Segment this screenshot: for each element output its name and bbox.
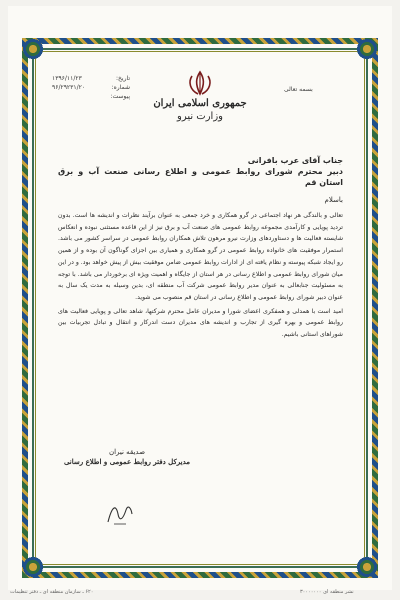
bismillah: بسمه تعالی	[284, 86, 313, 93]
footer-left-note: ۶۲۰ ـ سازمان منطقه ای ـ دفتر تنظیمات	[10, 589, 94, 595]
iran-emblem-icon	[186, 70, 214, 96]
number-label: شماره:	[111, 84, 130, 91]
footer-right-note: نشر منطقه ای ۳۰۰۰۰۰۰۰	[300, 589, 354, 595]
date-label: تاریخ:	[116, 75, 130, 82]
body-paragraph: امید است با همدلی و همفکری اعضای شورا و مدیران عامل محترم شرکتها، شاهد تعالی و پویایی فعالیت های روابط عمومی و بهره گیری از تجارب و اندیشه های مدیران دست اندرکار و انتقال و تبادل تجربیات بین شوراهای استانی باشیم.	[58, 307, 343, 339]
date-row	[52, 74, 130, 83]
salutation: باسلام	[324, 196, 343, 204]
number-value: ۹۶/۲۹۲۳۱/۲۰	[52, 84, 86, 91]
handwritten-signature-icon	[104, 500, 136, 528]
body-paragraph: تعالی و بالندگی هر نهاد اجتماعی در گرو همکاری و خرد جمعی به عنوان برآیند نظرات و اندیشه ها است. بدون تردید پویایی و کارآمدی مجموعه روابط عمومی های صنعت آب و برق نیز از این قاعده مستثنی نبوده و انعکاس شایسته فعالیت ها و دستاوردهای وزارت نیرو مرهون تلاش همکاران روابط عمومی در سراسر کشور می باشد. استمرار موفقیت های خانواده روابط عمومی در گرو همکاری و همیاری بین اجزای گوناگون آن بوده و از همین رو ایجاد شبکه پیوسته و نظام یافته ای از ادارات روابط عمومی ضامن موفقیت بیش از پیش خواهد بود. و در این میان شورای روابط عمومی و اطلاع رسانی در هر استان از جایگاه و اهمیت ویژه ای برخوردار می باشد. با توجه به مسئولیت جنابعالی به عنوان مدیر روابط عمومی شرکت آب منطقه ای، بدین وسیله به مدت یک سال به عنوان دبیر شورای روابط عمومی و اطلاع رسانی در استان قم منصوب می شوید.	[58, 212, 343, 301]
signatory-title: مدیرکل دفتر روابط عمومی و اطلاع رسانی	[63, 457, 191, 466]
border-corner-ornament	[354, 36, 380, 62]
recipient-title: دبیر محترم شورای روابط عمومی و اطلاع رسانی صنعت آب و برق استان قم	[58, 167, 343, 187]
border-corner-ornament	[354, 554, 380, 580]
signature-block	[62, 447, 192, 467]
attachment-row	[52, 92, 130, 101]
number-row	[52, 83, 130, 92]
attachment-label: پیوست:	[110, 93, 130, 100]
border-corner-ornament	[20, 36, 46, 62]
border-corner-ornament	[20, 554, 46, 580]
recipient-name: جناب آقای عرب بافرانی	[247, 156, 343, 165]
ministry-country: جمهوری اسلامی ایران	[153, 98, 247, 109]
letter-body	[58, 155, 343, 343]
ministry-header	[150, 97, 250, 123]
signatory-name: صدیقه نیران	[108, 448, 146, 456]
letter-meta	[52, 74, 130, 101]
date-value: ۱۳۹۶/۱۱/۲۳	[52, 75, 82, 82]
ministry-name: وزارت نیرو	[176, 111, 223, 122]
